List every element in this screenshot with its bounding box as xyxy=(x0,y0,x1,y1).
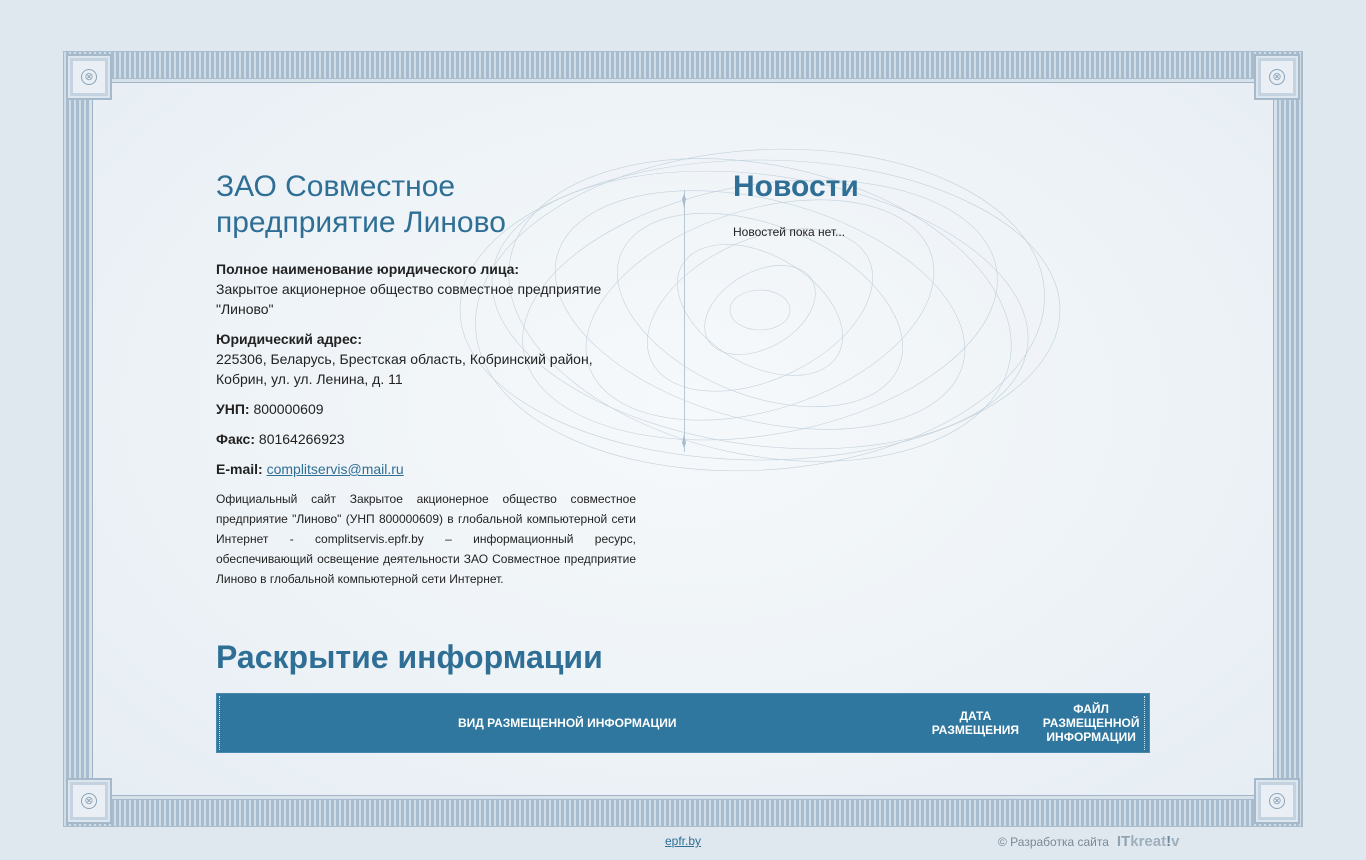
logo-kreat-text: kreat xyxy=(1130,833,1167,850)
email-block xyxy=(216,459,636,479)
column-header-date[interactable]: ДАТА РАЗМЕЩЕНИЯ xyxy=(931,709,1020,737)
company-description: Официальный сайт Закрытое акционерное общество совместное предприятие "Линово" (УНП 800000609) в глобальной компьютерной сети Интернет - complitservis.epfr.by – информационный ресурс, обеспечивающий освещение деятельности ЗАО Совместное предприятие Линово в глобальной компьютерной сети Интернет. xyxy=(216,492,636,586)
corner-rosette-icon: ⊗ xyxy=(1254,54,1300,100)
disclosure-table-header xyxy=(216,693,1150,753)
fax-label: Факс: xyxy=(216,431,256,447)
unp-value: 800000609 xyxy=(253,401,324,417)
news-title: Новости xyxy=(733,170,859,203)
disclosure-title: Раскрытие информации xyxy=(216,639,603,675)
company-title: ЗАО Совместное предприятие Линово xyxy=(216,170,506,239)
unp-label: УНП: xyxy=(216,401,250,417)
footer-credit xyxy=(998,833,1179,850)
address-label: Юридический адрес: xyxy=(216,331,362,347)
corner-rosette-icon: ⊗ xyxy=(66,778,112,824)
address-block xyxy=(216,329,636,389)
divider-ornament-icon xyxy=(680,194,688,208)
full-name-block xyxy=(216,259,636,319)
corner-rosette-icon: ⊗ xyxy=(66,54,112,100)
full-name-label: Полное наименование юридического лица: xyxy=(216,261,520,277)
footer-site-link[interactable]: epfr.by xyxy=(665,834,702,848)
address-value: 225306, Беларусь, Брестская область, Кобринский район, Кобрин, ул. ул. Ленина, д. 11 xyxy=(216,351,593,387)
email-label: E-mail: xyxy=(216,461,263,477)
logo-v-text: v xyxy=(1171,833,1180,850)
corner-rosette-icon: ⊗ xyxy=(1254,778,1300,824)
column-header-file[interactable]: ФАЙЛ РАЗМЕЩЕННОЙ ИНФОРМАЦИИ xyxy=(1042,702,1140,744)
fax-value: 80164266923 xyxy=(258,431,345,447)
column-header-type[interactable]: ВИД РАЗМЕЩЕННОЙ ИНФОРМАЦИИ xyxy=(457,716,677,730)
credit-text: © Разработка сайта xyxy=(998,834,1109,849)
full-name-value: Закрытое акционерное общество совместное предприятие "Линово" xyxy=(216,281,602,317)
logo-it-text: IT xyxy=(1116,833,1131,850)
logo-excl-text: ! xyxy=(1166,833,1172,850)
email-link[interactable]: complitservis@mail.ru xyxy=(266,461,404,477)
divider-ornament-icon xyxy=(680,434,688,448)
news-empty-text: Новостей пока нет... xyxy=(733,225,846,239)
fax-block xyxy=(216,429,636,449)
column-divider xyxy=(683,190,685,452)
unp-block xyxy=(216,399,636,419)
developer-logo[interactable] xyxy=(1117,833,1180,850)
